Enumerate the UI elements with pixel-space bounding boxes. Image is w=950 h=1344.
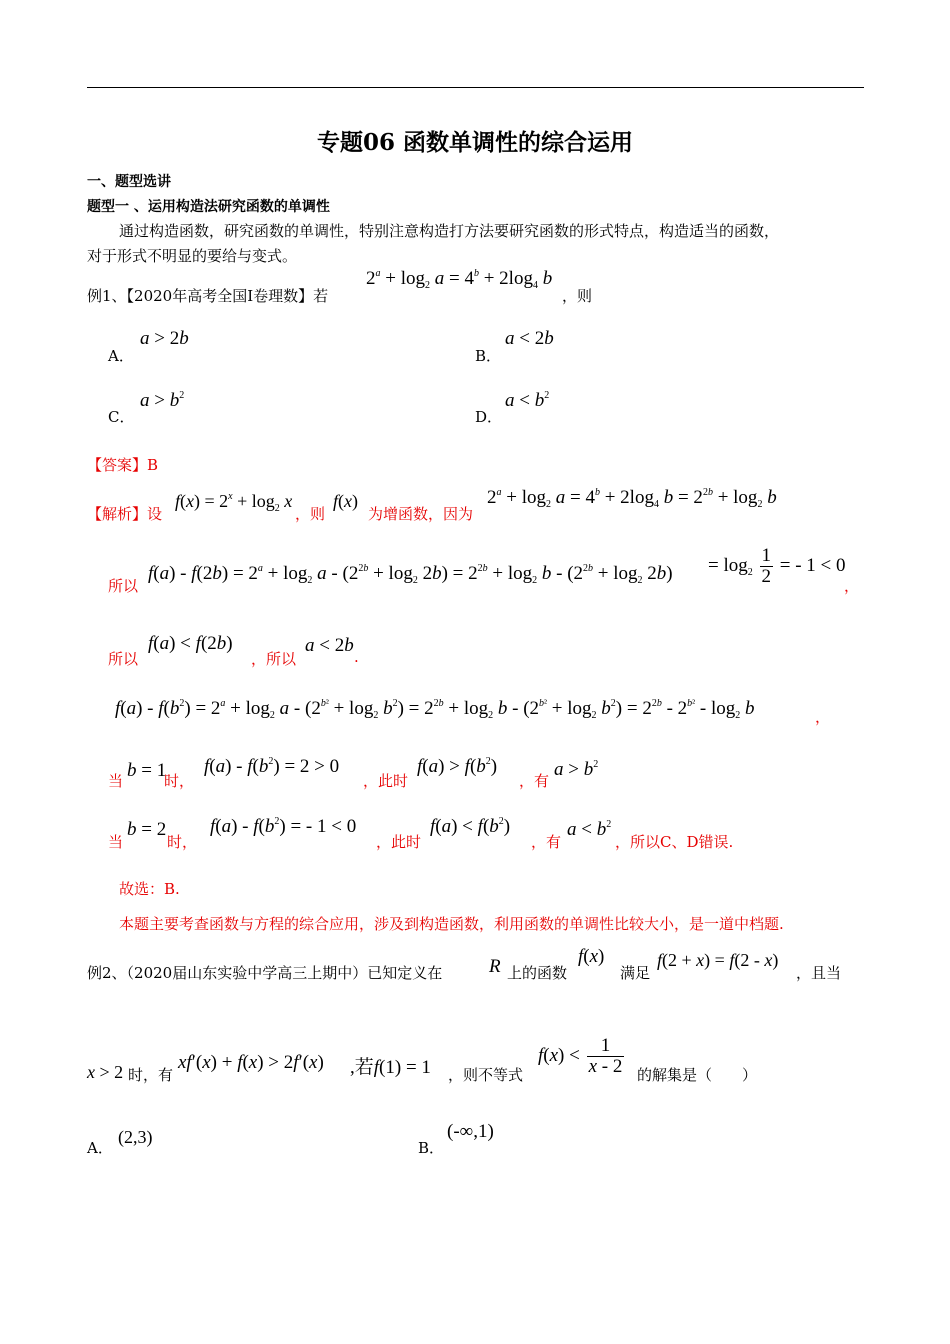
option-a-label: A． [108,347,134,365]
option-c-expr: $a > b^2$ [140,390,185,411]
fa-less-f2b: f(a) < f(2b) [148,633,233,654]
top-rule [87,87,864,88]
ruo-label: ,若f(1) = 1 [350,1057,431,1078]
target-inequality: f(x) < $\frac{1}{x - 2}$ [538,1035,623,1077]
when-mid-1: 时， [164,772,195,790]
option-b-label: B． [475,347,502,365]
analysis-then: ，则 [295,505,326,523]
choose-answer: 故选：B. [119,880,180,898]
has-2: ，有 [531,833,562,851]
type-heading: 题型一 、运用构造法研究函数的单调性 [87,199,330,215]
option-c-label: C． [108,408,135,426]
solution-set: 的解集是（ ） [637,1066,758,1084]
b-equals-2: b = 2 [127,819,167,840]
a-less-b2: $a < b^2$ [567,819,612,840]
x-greater-2: x > 2 [87,1062,124,1082]
when-mid-2: 时， [167,833,198,851]
example2-and-when: ，且当 [796,964,842,982]
so-label-3: ，所以 [251,650,297,668]
option-d-label: D． [475,408,503,426]
so-label-2: 所以 [108,650,139,668]
a-greater-b2: $a > b^2$ [554,759,599,780]
b-equals-1: b = 1 [127,760,167,781]
then-case-1: ，此时 [363,772,409,790]
example2-on-func: 上的函数 [507,964,568,982]
difference-expr-1: $f(a) - f(2b) = 2^a + \log_2 a - (2^{2b} + \log_2 2b) = 2^{2b} + \log_2 b - (2^{2b} + \log_2 2b)$ [148,563,673,586]
comment: 本题主要考查函数与方程的综合应用，涉及到构造函数，利用函数的单调性比较大小，是一道中档题. [119,915,784,933]
example1-equation: $2^a + \log_2 a = 4^b + 2\log_4$ b [366,268,553,291]
example1-prefix: 例1、【2020年高考全国I卷理数】若 [87,287,329,305]
a-less-2b: a < 2b [305,635,354,656]
example2-symmetry: f(2 + x) = f(2 - x) [657,950,779,970]
derivative-ineq: xf′(x) + f(x) > 2f′(x) [178,1052,324,1073]
so-label-1: 所以 [108,577,139,595]
when-label-2: 当 [108,833,124,851]
page-title: 专题06 函数单调性的综合运用 [316,129,633,156]
time-has: 时，有 [128,1066,174,1084]
so-cd-wrong: ，所以C、D错误. [615,833,734,851]
analysis-identity: $2^a + \log_2 a = 4^b + 2\log_4$ $b = 2^{2b} + \log_2 b$ [487,487,777,510]
fa-less-fb2: $f(a) < f(b^2)$ [430,816,511,837]
diff-case-1: $f(a) - f(b^2) = 2 > 0$ [204,756,340,777]
when-label-1: 当 [108,772,124,790]
then-case-2: ，此时 [376,833,422,851]
example2-prefix: 例2、（2020届山东实验中学高三上期中）已知定义在 [87,964,443,982]
analysis-tag: 【解析】设 [87,505,163,523]
answer: 【答案】B [87,456,159,474]
difference-result-1: = $\log_2$ $\frac{1}{2}$ = - 1 < 0 [708,545,846,587]
intro-line-1: 通过构造函数，研究函数的单调性，特别注意构造打方法要研究函数的形式特点，构造适当的函数， [119,222,780,240]
intro-line-2: 对于形式不明显的要给与变式。 [87,247,298,265]
period-1: . [354,648,359,666]
has-1: ，有 [519,772,550,790]
ineq-label: ，则不等式 [448,1066,524,1084]
ex2-option-b-expr: (-∞,1) [447,1121,494,1142]
analysis-increasing: 为增函数，因为 [368,505,474,523]
fa-greater-fb2: $f(a) > f(b^2)$ [417,756,498,777]
option-b-expr: a < 2b [505,328,554,349]
option-a-expr: a > 2b [140,328,189,349]
ex2-option-a-expr: (2,3) [118,1127,153,1147]
analysis-fx-def: $f(x) = 2^x + \log_2 x$ [175,491,293,514]
example2-R: R [489,956,501,977]
option-d-expr: $a < b^2$ [505,390,550,411]
comma-2: ， [815,708,831,726]
comma-1: ， [844,577,860,595]
example2-satisfy: 满足 [620,964,651,982]
analysis-fx: f(x) [333,491,359,511]
difference-expr-2: $f(a) - f(b^2) = 2^a + \log_2 a - (2^{b^2} + \log_2 b^2) = 2^{2b} + \log_2 b - (2^{b^2} + \log_2 b^2) = 2^{2b} - 2^{b^2} - \log_2 b$ [115,698,755,721]
diff-case-2: $f(a) - f(b^2)$ = - 1 < 0 [210,816,357,837]
ex2-option-b-label: B． [418,1139,445,1157]
section-heading: 一、题型选讲 [87,174,171,190]
ex2-option-a-label: A． [87,1139,113,1157]
example2-fx: f(x) [578,946,605,967]
example1-suffix: ，则 [562,287,593,305]
